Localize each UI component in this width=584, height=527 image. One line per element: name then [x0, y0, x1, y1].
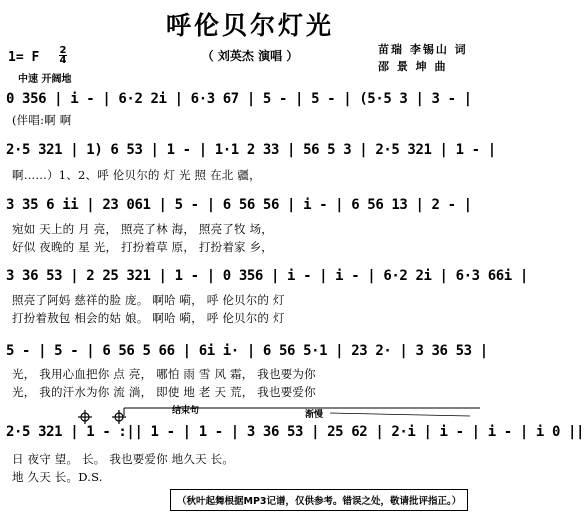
lyric-line-4b: 打扮着敖包 相会的姑 娘。 啊哈 嗬， 呼 伦贝尔的 灯	[12, 311, 285, 325]
ritardando-hairpin	[330, 413, 470, 416]
lyric-line-1: (伴唱:啊 啊	[12, 113, 72, 127]
notation-line-6: 2·5 321 | 1 - :|| 1 - | 1 - | 3 36 53 | 25 62 | 2·i | i - | i - | i 0 ||	[6, 424, 584, 440]
song-title: 呼伦贝尔灯光	[165, 11, 334, 40]
notation-line-3: 3 35 6 ii | 23 061 | 5 - | 6 56 56 | i - | 6 56 13 | 2 - |	[6, 197, 472, 213]
transcription-note: （秋叶起舞根据MP3记谱，仅供参考。错误之处，敬请批评指正。）	[170, 489, 468, 511]
time-signature-top: 2	[59, 45, 67, 56]
lyric-line-3b: 好似 夜晚的 星 光， 打扮着草 原， 打扮着家 乡，	[12, 240, 273, 254]
lyric-line-6b: 地 久天 长。D.S.	[12, 470, 103, 484]
ritardando-label: 渐慢	[305, 410, 324, 420]
lyric-line-5b: 光， 我的汗水为你 流 淌， 即使 地 老 天 荒， 我也要爱你	[12, 385, 316, 399]
ending-label: 结束句	[172, 406, 200, 416]
lyric-line-2: 啊……）1、2、呼 伦贝尔的 灯 光 照 在北 疆，	[12, 168, 261, 182]
lyric-line-4a: 照亮了阿妈 慈祥的脸 庞。 啊哈 嗬， 呼 伦贝尔的 灯	[12, 293, 285, 307]
time-signature-bottom: 4	[59, 55, 67, 66]
tempo-marking: 中速 开阔地	[18, 74, 72, 85]
composer-credit: 邵 景 坤 曲	[378, 60, 448, 73]
notation-line-5: 5 - | 5 - | 6 56 5 66 | 6i i· | 6 56 5·1 | 23 2· | 3 36 53 |	[6, 343, 488, 359]
lyricist-credit: 苗瑞 李锡山 词	[378, 43, 468, 56]
lyric-line-6a: 日 夜守 望。 长。 我也要爱你 地久天 长。	[12, 452, 235, 466]
notation-line-1: 0 356 | i - | 6·2 2i | 6·3 67 | 5 - | 5 - | (5·5 3 | 3 - |	[6, 91, 472, 107]
key-signature: 1= F	[8, 50, 40, 65]
notation-line-4: 3 36 53 | 2 25 321 | 1 - | 0 356 | i - | i - | 6·2 2i | 6·3 66i |	[6, 268, 528, 284]
lyric-line-5a: 光， 我用心血把你 点 亮， 哪怕 雨 雪 风 霜， 我也要为你	[12, 367, 316, 381]
lyric-line-3a: 宛如 天上的 月 亮， 照亮了林 海， 照亮了牧 场，	[12, 222, 273, 236]
singer-credit: （ 刘英杰 演唱 ）	[201, 49, 299, 63]
coda-icon	[78, 410, 92, 424]
notation-line-2: 2·5 321 | 1) 6 53 | 1 - | 1·1 2 33 | 56 5 3 | 2·5 321 | 1 - |	[6, 142, 496, 158]
